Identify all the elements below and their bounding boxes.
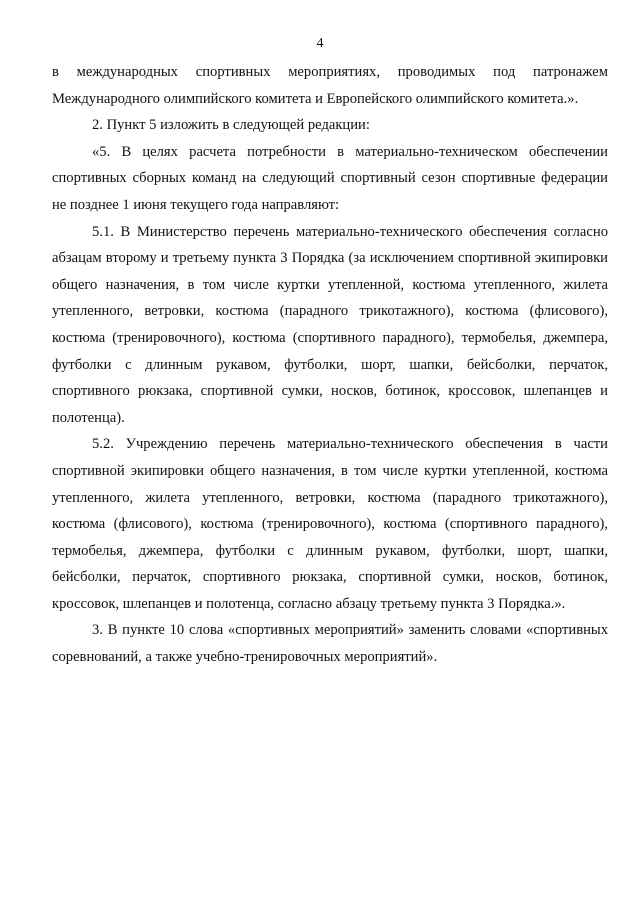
paragraph-clause-5-1: 5.1. В Министерство перечень материально-технического обеспечения согласно абзацам второму и третьему пункта 3 Порядка (за исключением спортивной экипировки общего назначения, в том числе куртки утепленной, костюма утепленного, жилета утепленного, ветровки, костюма (парадного трикотажного), костюма (флисового), костюма (тренировочного), костюма (спортивного парадного), термобелья, джемпера, футболки с длинным рукавом, футболки, шорт, шапки, бейсболки, перчаток, спортивного рюкзака, спортивной сумки, носков, ботинок, кроссовок, шлепанцев и полотенца). <box>52 223 608 426</box>
paragraph-item-3: 3. В пункте 10 слова «спортивных мероприятий» заменить словами «спортивных соревнований, а также учебно-тренировочных мероприятий». <box>52 622 608 666</box>
paragraph-continuation: в международных спортивных мероприятиях, проводимых под патронажем Международного олимпийского комитета и Европейского олимпийского комитета.». <box>52 64 608 107</box>
paragraph-clause-5-2: 5.2. Учреждению перечень материально-технического обеспечения в части спортивной экипировки общего назначения, в том числе куртки утепленной, костюма утепленного, жилета утепленного, ветровки, костюма (парадного трикотажного), костюма (флисового), костюма (тренировочного), костюма (спортивного парадного), термобелья, джемпера, футболки с длинным рукавом, футболки, шорт, шапки, бейсболки, перчаток, спортивного рюкзака, спортивной сумки, носков, ботинок, кроссовок, шлепанцев и полотенца, согласно абзацу третьему пункта 3 Порядка.». <box>52 436 608 612</box>
paragraph-clause-5: «5. В целях расчета потребности в материально-техническом обеспечении спортивных сборных команд на следующий спортивный сезон спортивные федерации не позднее 1 июня текущего года направляют: <box>52 143 608 213</box>
document-body <box>52 59 608 671</box>
paragraph-item-2: 2. Пункт 5 изложить в следующей редакции: <box>92 117 370 134</box>
page-number: 4 <box>316 36 324 51</box>
